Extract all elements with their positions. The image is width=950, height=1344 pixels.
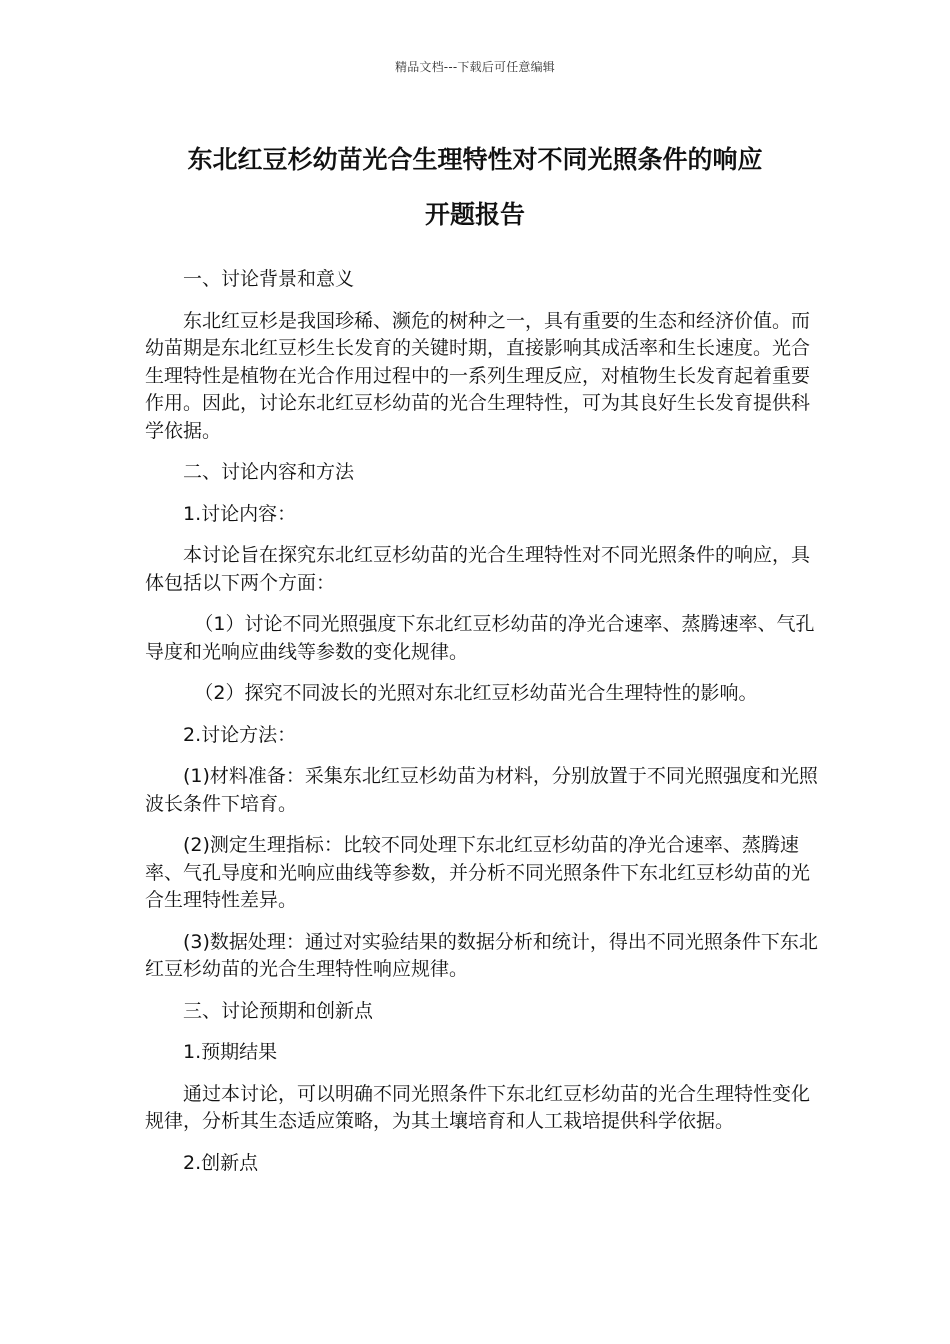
subheading-research-methods: 2.讨论方法：: [183, 723, 297, 746]
subheading-research-content: 1.讨论内容：: [183, 502, 297, 525]
method-physiological-indicators: (2)测定生理指标：比较不同处理下东北红豆杉幼苗的净光合速率、蒸腾速率、气孔导度和光响应曲线等参数，并分析不同光照条件下东北红豆杉幼苗的光合生理特性差异。: [145, 834, 811, 911]
method-material-preparation: (1)材料准备：采集东北红豆杉幼苗为材料，分别放置于不同光照强度和光照波长条件下培育。: [145, 765, 818, 815]
paragraph-expected-results: 通过本讨论，可以明确不同光照条件下东北红豆杉幼苗的光合生理特性变化规律，分析其生态适应策略，为其土壤培育和人工栽培提供科学依据。: [145, 1082, 811, 1132]
section-heading-content-methods: 二、讨论内容和方法: [183, 461, 355, 483]
list-item-light-intensity: （1）讨论不同光照强度下东北红豆杉幼苗的净光合速率、蒸腾速率、气孔导度和光响应曲线等参数的变化规律。: [145, 613, 815, 663]
section-heading-background: 一、讨论背景和意义: [183, 268, 355, 290]
header-note: 精品文档---下载后可任意编辑: [395, 60, 555, 74]
document-body: [145, 266, 825, 1191]
paragraph-research-aim: 本讨论旨在探究东北红豆杉幼苗的光合生理特性对不同光照条件的响应，具体包括以下两个方面：: [145, 544, 811, 594]
method-data-processing: (3)数据处理：通过对实验结果的数据分析和统计，得出不同光照条件下东北红豆杉幼苗的光合生理特性响应规律。: [145, 930, 818, 980]
document-title-line-1: 东北红豆杉幼苗光合生理特性对不同光照条件的响应: [187, 145, 763, 174]
paragraph-background: 东北红豆杉是我国珍稀、濒危的树种之一，具有重要的生态和经济价值。而幼苗期是东北红豆杉生长发育的关键时期，直接影响其成活率和生长速度。光合生理特性是植物在光合作用过程中的一系列生理反应，对植物生长发育起着重要作用。因此，讨论东北红豆杉幼苗的光合生理特性，可为其良好生长发育提供科学依据。: [145, 309, 811, 442]
subheading-expected-results: 1.预期结果: [183, 1041, 278, 1063]
section-heading-expectations: 三、讨论预期和创新点: [183, 999, 374, 1022]
document-title-line-2: 开题报告: [424, 200, 525, 229]
subheading-innovation: 2.创新点: [183, 1151, 259, 1174]
list-item-light-wavelength: （2）探究不同波长的光照对东北红豆杉幼苗光合生理特性的影响。: [194, 682, 758, 704]
